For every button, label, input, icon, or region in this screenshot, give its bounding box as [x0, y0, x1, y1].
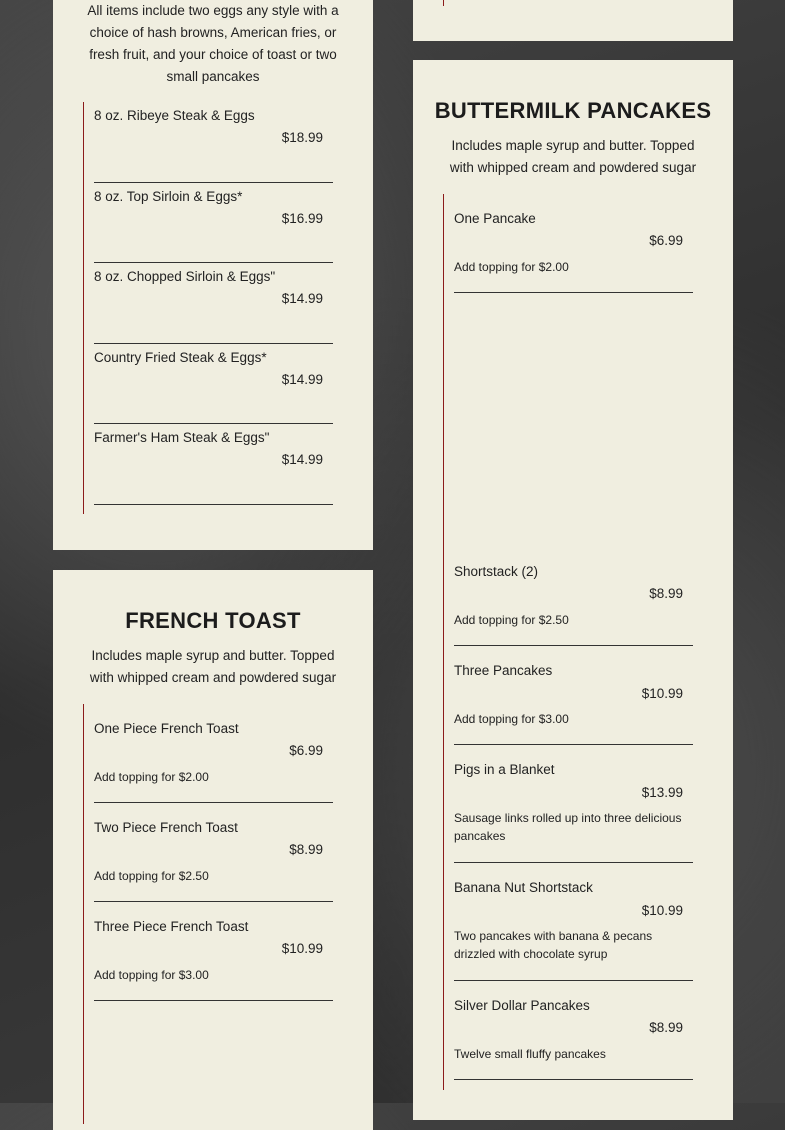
menu-item — [94, 803, 333, 902]
menu-item — [94, 902, 333, 1001]
menu-item — [94, 424, 333, 505]
item-price: $14.99 — [281, 372, 323, 387]
item-note: Add topping for $3.00 — [454, 712, 569, 726]
item-note: Two pancakes with banana & pecans drizzled with chocolate syrup — [454, 929, 653, 961]
steak-eggs-description: All items include two eggs any style with a choice of hash browns, American fries, or fresh fruit, and your choice of toast or two small pancakes — [87, 3, 339, 84]
item-price: $14.99 — [281, 452, 323, 467]
item-name: One Piece French Toast — [94, 721, 239, 736]
item-note: Twelve small fluffy pancakes — [454, 1047, 606, 1061]
item-price: $18.99 — [281, 130, 323, 145]
item-price: $10.99 — [641, 903, 683, 918]
item-name: Shortstack (2) — [454, 564, 539, 579]
section-description: Includes maple syrup and butter. Topped with whipped cream and powdered sugar — [449, 138, 697, 175]
accent-rule — [443, 0, 444, 6]
item-price: $13.99 — [641, 785, 683, 800]
item-name: Banana Nut Shortstack — [454, 880, 593, 895]
menu-item — [454, 547, 693, 646]
menu-item — [94, 704, 333, 803]
section-description: Includes maple syrup and butter. Topped with whipped cream and powdered sugar — [89, 648, 337, 685]
item-name: Two Piece French Toast — [94, 820, 238, 835]
menu-item — [94, 183, 333, 263]
item-price: $16.99 — [281, 211, 323, 226]
menu-item — [454, 981, 693, 1080]
item-name: Silver Dollar Pancakes — [454, 998, 590, 1013]
menu-item — [454, 745, 693, 863]
menu-item — [454, 863, 693, 981]
item-note: Add topping for $3.00 — [94, 968, 209, 982]
menu-item — [454, 194, 693, 293]
item-price: $8.99 — [649, 586, 683, 601]
section-title: FRENCH TOAST — [125, 608, 301, 633]
steak-eggs-items — [83, 102, 334, 514]
item-note: Add topping for $2.50 — [94, 869, 209, 883]
menu-item — [94, 344, 333, 424]
item-price: $6.99 — [649, 233, 683, 248]
item-price: $10.99 — [281, 941, 323, 956]
french-toast-items — [83, 704, 334, 1124]
item-price: $14.99 — [281, 291, 323, 306]
french-toast-card — [53, 570, 373, 1130]
item-note: Add topping for $2.00 — [454, 260, 569, 274]
item-name: Farmer's Ham Steak & Eggs" — [94, 430, 270, 445]
item-name: 8 oz. Top Sirloin & Eggs* — [94, 189, 243, 204]
item-name: Three Pancakes — [454, 663, 553, 678]
item-note: Add topping for $2.50 — [454, 613, 569, 627]
item-note: Sausage links rolled up into three delicious pancakes — [454, 811, 682, 843]
item-name: 8 oz. Chopped Sirloin & Eggs" — [94, 269, 276, 284]
item-name: 8 oz. Ribeye Steak & Eggs — [94, 108, 255, 123]
item-name: Three Piece French Toast — [94, 919, 249, 934]
section-title: BUTTERMILK PANCAKES — [434, 98, 712, 123]
menu-item — [94, 263, 333, 344]
item-price: $8.99 — [649, 1020, 683, 1035]
menu-item — [94, 102, 333, 183]
item-price: $8.99 — [289, 842, 323, 857]
item-price: $6.99 — [289, 743, 323, 758]
item-name: Pigs in a Blanket — [454, 762, 555, 777]
menu-item — [454, 646, 693, 745]
item-name: One Pancake — [454, 211, 536, 226]
previous-section-card — [413, 0, 733, 41]
item-name: Country Fried Steak & Eggs* — [94, 350, 267, 365]
steak-eggs-card — [53, 0, 373, 550]
item-note: Add topping for $2.00 — [94, 770, 209, 784]
pancakes-card — [413, 60, 733, 1120]
pancake-items — [443, 194, 694, 1090]
item-price: $10.99 — [641, 686, 683, 701]
